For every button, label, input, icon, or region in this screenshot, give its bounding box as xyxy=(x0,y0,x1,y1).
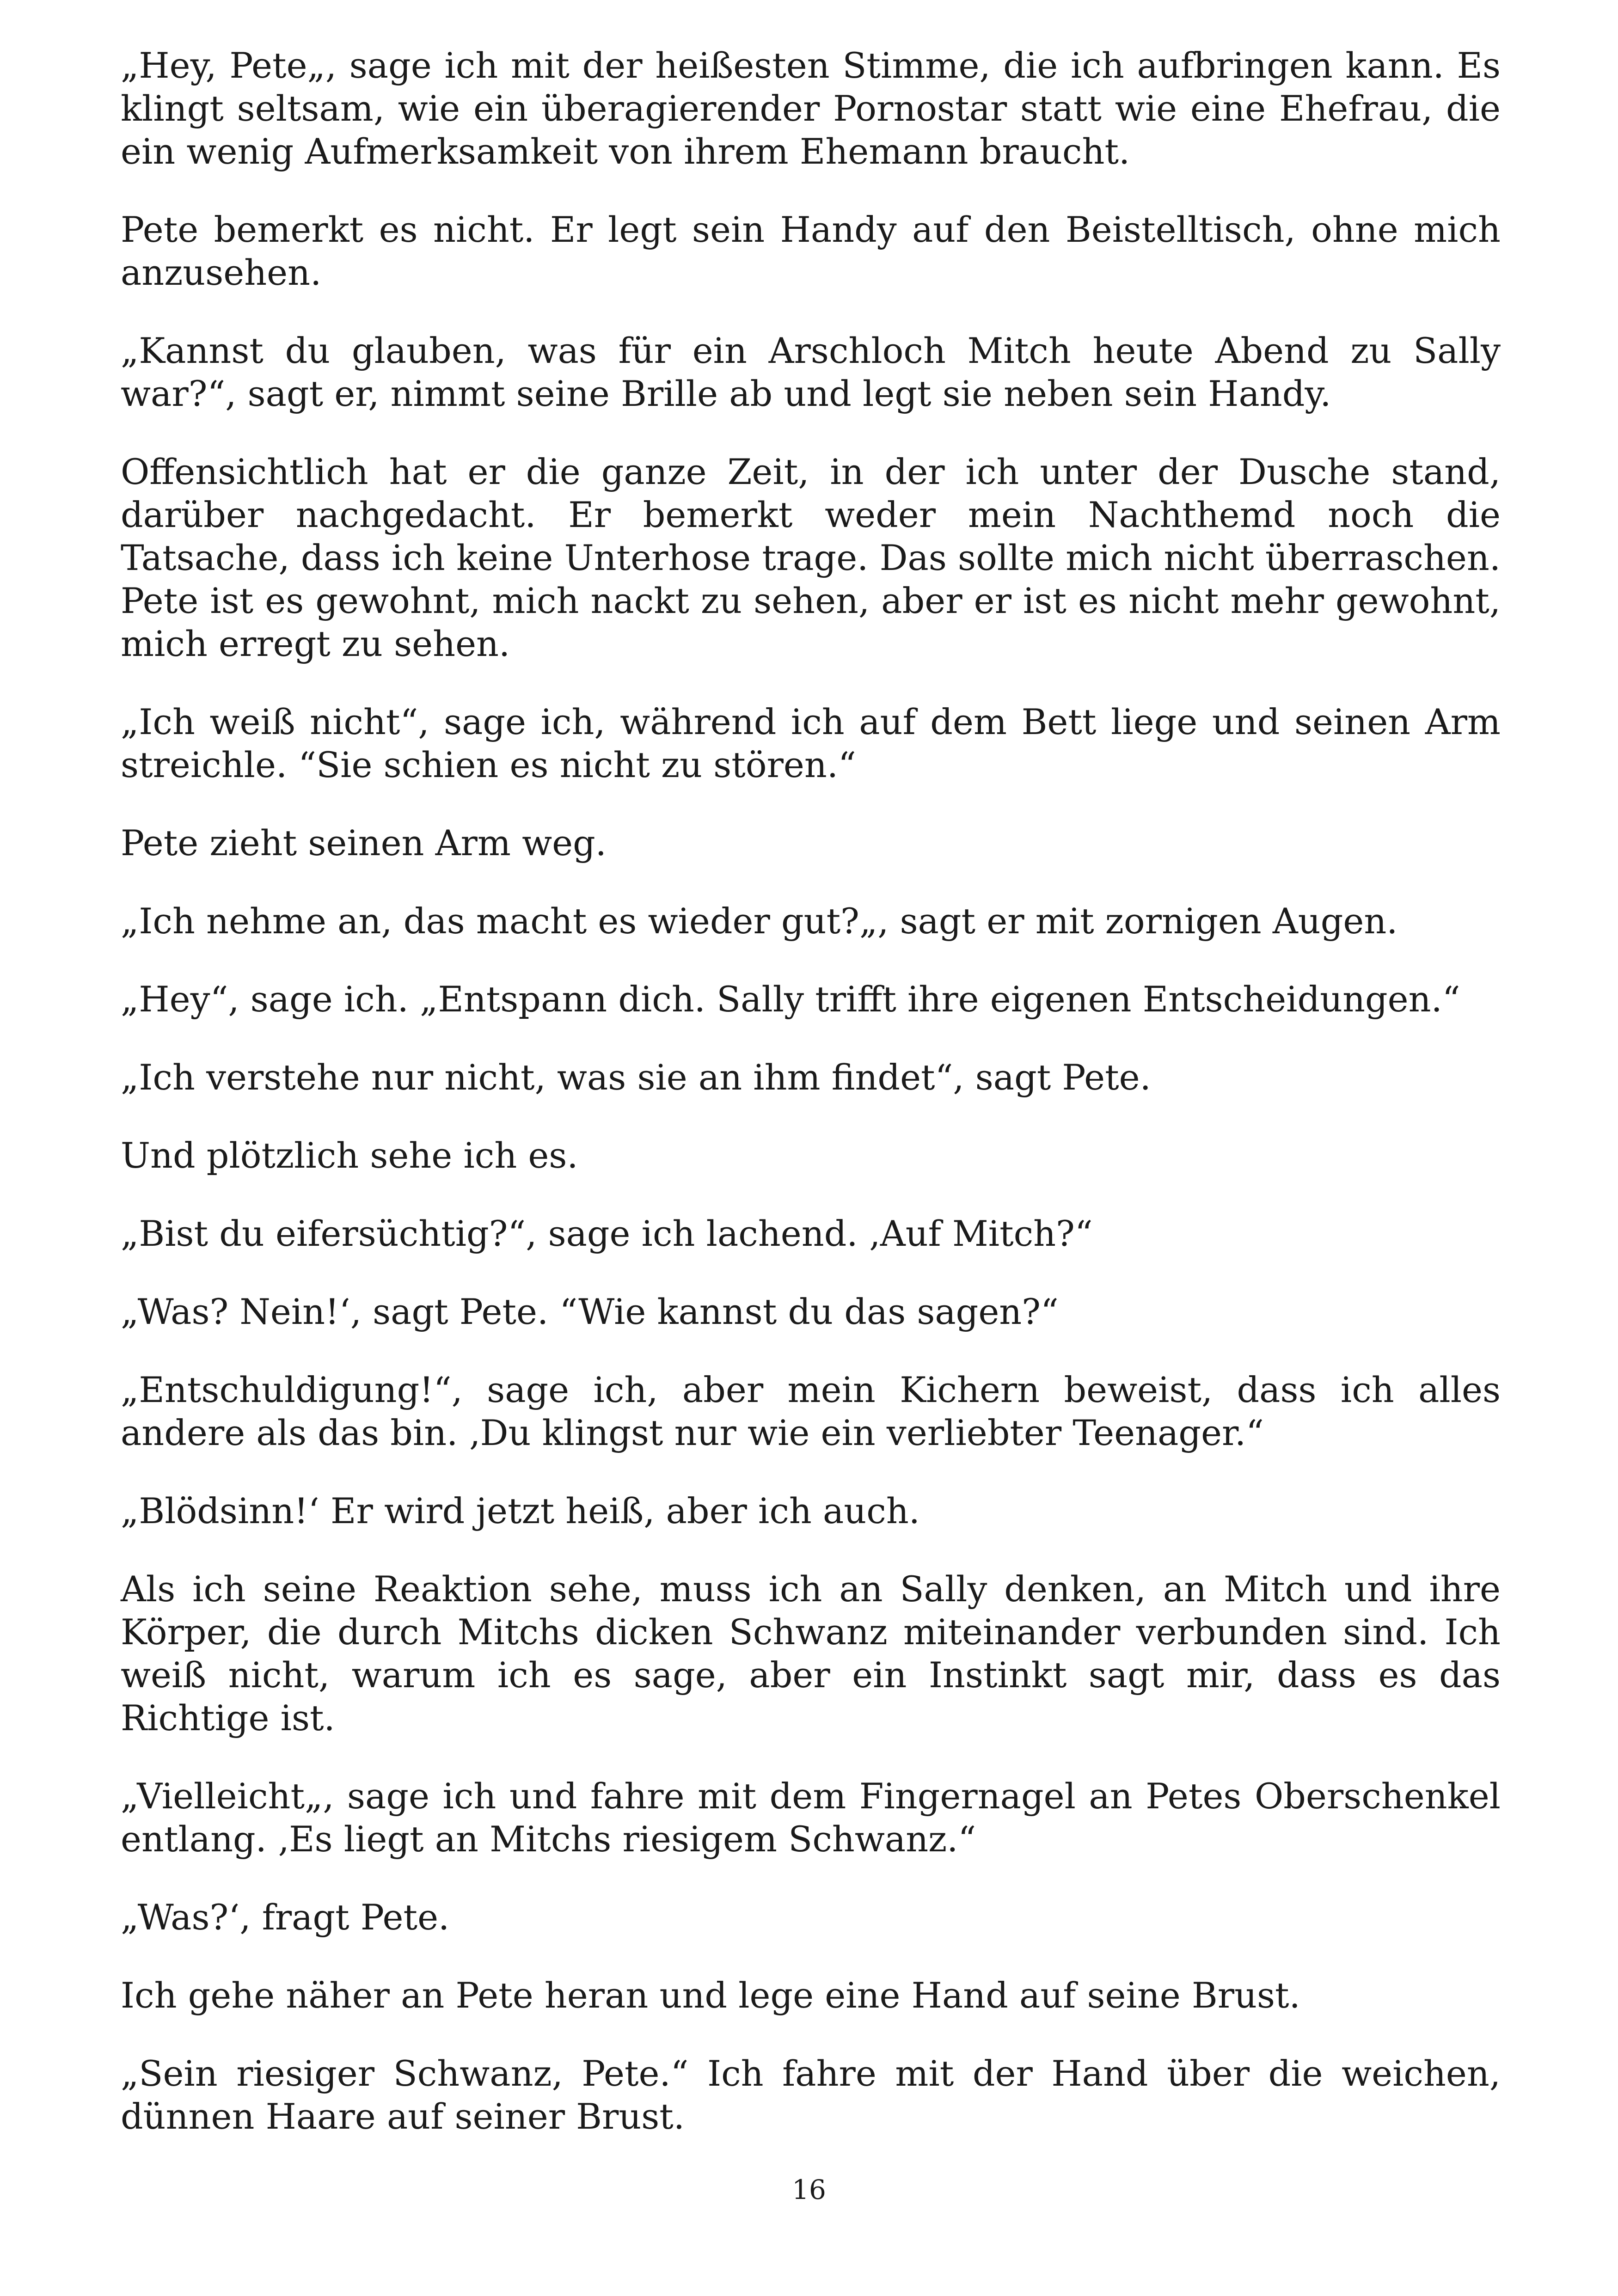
paragraph-2: Pete bemerkt es nicht. Er legt sein Handy auf den Beistelltisch, ohne mich anzusehen. xyxy=(121,209,1501,293)
paragraph-17: „Was?‘, fragt Pete. xyxy=(121,1897,450,1938)
paragraph-15: Als ich seine Reaktion sehe, muss ich an Sally denken, an Mitch und ihre Körper, die durch Mitchs dicken Schwanz miteinander verbunden sind. Ich weiß nicht, warum ich es sage, aber ein Instinkt sagt mir, dass es das Richtige ist. xyxy=(121,1568,1501,1739)
paragraph-7: „Ich nehme an, das macht es wieder gut?„, sagt er mit zornigen Augen. xyxy=(121,900,1398,942)
paragraph-3: „Kannst du glauben, was für ein Arschloch Mitch heute Abend zu Sally war?“, sagt er, nimmt seine Brille ab und legt sie neben sein Handy. xyxy=(121,330,1501,414)
paragraph-14: „Blödsinn!‘ Er wird jetzt heiß, aber ich auch. xyxy=(121,1490,920,1531)
paragraph-9: „Ich verstehe nur nicht, was sie an ihm findet“, sagt Pete. xyxy=(121,1057,1151,1098)
paragraph-19: „Sein riesiger Schwanz, Pete.“ Ich fahre mit der Hand über die weichen, dünnen Haare auf seiner Brust. xyxy=(121,2053,1501,2137)
page-number: 16 xyxy=(792,2174,826,2205)
body-text xyxy=(121,44,1501,2173)
paragraph-5: „Ich weiß nicht“, sage ich, während ich auf dem Bett liege und seinen Arm streichle. “Sie schien es nicht zu stören.“ xyxy=(121,701,1501,785)
paragraph-18: Ich gehe näher an Pete heran und lege eine Hand auf seine Brust. xyxy=(121,1975,1300,2016)
paragraph-1: „Hey, Pete„, sage ich mit der heißesten Stimme, die ich aufbringen kann. Es klingt seltsam, wie ein überagierender Pornostar statt wie eine Ehefrau, die ein wenig Aufmerksamkeit von ihrem Ehemann braucht. xyxy=(121,45,1501,172)
paragraph-10: Und plötzlich sehe ich es. xyxy=(121,1135,578,1176)
paragraph-13: „Entschuldigung!“, sage ich, aber mein Kichern beweist, dass ich alles andere als das bin. ‚Du klingst nur wie ein verliebter Teenager.“ xyxy=(121,1369,1501,1453)
paragraph-11: „Bist du eifersüchtig?“, sage ich lachend. ‚Auf Mitch?“ xyxy=(121,1213,1093,1254)
paragraph-16: „Vielleicht„, sage ich und fahre mit dem Fingernagel an Petes Oberschenkel entlang. ‚Es liegt an Mitchs riesigem Schwanz.“ xyxy=(121,1776,1501,1860)
paragraph-12: „Was? Nein!‘, sagt Pete. “Wie kannst du das sagen?“ xyxy=(121,1291,1059,1332)
paragraph-6: Pete zieht seinen Arm weg. xyxy=(121,822,607,863)
paragraph-8: „Hey“, sage ich. „Entspann dich. Sally trifft ihre eigenen Entscheidungen.“ xyxy=(121,979,1460,1020)
paragraph-4: Offensichtlich hat er die ganze Zeit, in der ich unter der Dusche stand, darüber nachgedacht. Er bemerkt weder mein Nachthemd noch die Tatsache, dass ich keine Unterhose trage. Das sollte mich nicht überraschen. Pete ist es gewohnt, mich nackt zu sehen, aber er ist es nicht mehr gewohnt, mich erregt zu sehen. xyxy=(121,451,1501,664)
